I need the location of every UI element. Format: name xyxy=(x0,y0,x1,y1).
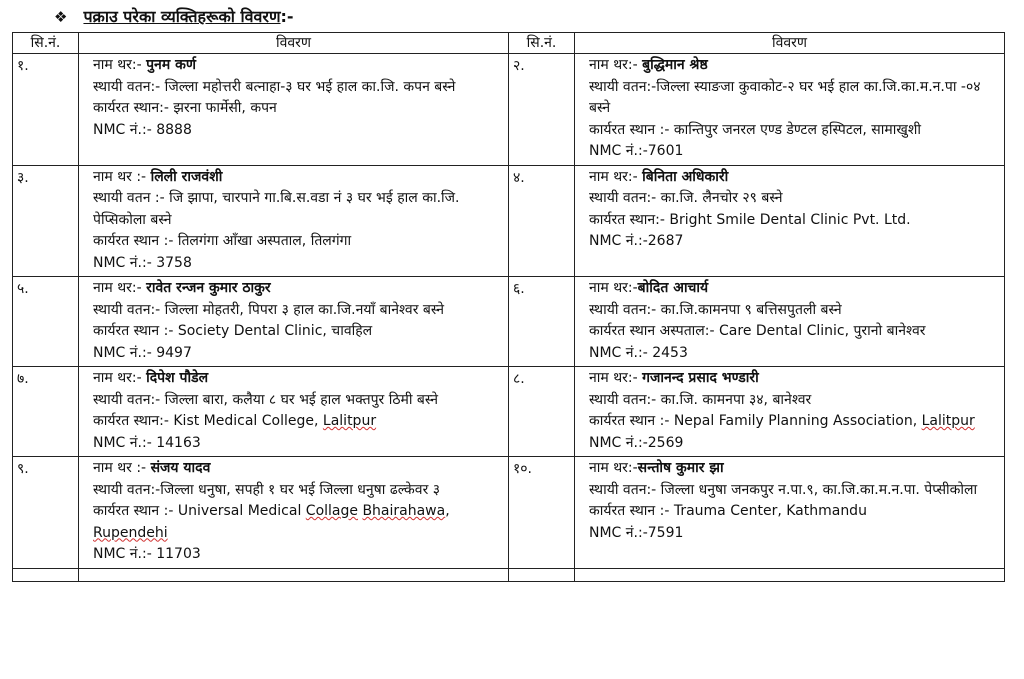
name-line xyxy=(93,368,502,390)
name-label: नाम थर:- xyxy=(589,370,643,386)
person-name: गजानन्द प्रसाद भण्डारी xyxy=(642,370,759,386)
name-line xyxy=(93,278,502,300)
header-serial-left: सि.नं. xyxy=(13,33,79,54)
name-label: नाम थर:- xyxy=(93,57,147,73)
person-name: संजय यादव xyxy=(150,460,211,476)
permanent-address: स्थायी वतन:- जिल्ला धनुषा जनकपुर न.पा.९, का.जि.का.म.न.पा. पेप्सीकोला xyxy=(589,481,978,498)
workplace: कार्यरत स्थान:- Bright Smile Dental Clinic Pvt. Ltd. xyxy=(589,211,911,228)
name-label: नाम थर:- xyxy=(93,370,147,386)
person-details xyxy=(575,54,1005,166)
nmc-number: NMC नं.:-7601 xyxy=(589,143,684,159)
header-serial-right: सि.नं. xyxy=(509,33,575,54)
table-row xyxy=(13,367,1005,457)
table-row xyxy=(13,54,1005,166)
person-details xyxy=(79,165,509,277)
workplace: कार्यरत स्थान:- Kist Medical College, Lalitpur xyxy=(93,413,377,429)
person-details xyxy=(79,367,509,457)
serial-number: ३. xyxy=(13,165,79,277)
person-name: बुद्धिमान श्रेष्ठ xyxy=(642,57,708,73)
table-row xyxy=(13,165,1005,277)
person-details xyxy=(79,54,509,166)
permanent-address: स्थायी वतन:- जिल्ला मोहतरी, पिपरा ३ हाल का.जि.नयाँ बानेश्वर बस्ने xyxy=(93,301,444,318)
table-header-row xyxy=(13,33,1005,54)
nmc-number: NMC नं.:- 9497 xyxy=(93,344,192,361)
person-details-cutoff xyxy=(575,568,1005,581)
name-label: नाम थर:- xyxy=(589,280,638,296)
serial-number-cutoff xyxy=(509,568,575,581)
name-label: नाम थर:- xyxy=(589,57,643,73)
person-details xyxy=(575,165,1005,277)
arrested-persons-table xyxy=(12,32,1005,582)
name-line xyxy=(589,55,998,77)
nmc-number: NMC नं.:- 8888 xyxy=(93,121,192,138)
permanent-address: स्थायी वतन:-जिल्ला धनुषा, सपही १ घर भई जिल्ला धनुषा ढल्केवर ३ xyxy=(93,481,441,498)
name-label: नाम थर:- xyxy=(93,280,147,296)
name-line xyxy=(93,167,502,189)
permanent-address: स्थायी वतन:-जिल्ला स्याङजा कुवाकोट-२ घर भई हाल का.जि.का.म.न.पा -०४ बस्ने xyxy=(589,78,981,116)
serial-number: ४. xyxy=(509,165,575,277)
person-name: पुनम कर्ण xyxy=(146,57,196,73)
person-name: बोदित आचार्य xyxy=(637,280,709,296)
workplace: कार्यरत स्थान :- Trauma Center, Kathmandu xyxy=(589,503,867,519)
heading-suffix: :- xyxy=(280,7,294,26)
section-heading xyxy=(54,5,294,27)
name-line xyxy=(589,458,998,480)
permanent-address: स्थायी वतन:- का.जि. लैनचोर २९ बस्ने xyxy=(589,190,783,206)
permanent-address: स्थायी वतन:- जिल्ला महोत्तरी बत्नाहा-३ घर भई हाल का.जि. कपन बस्ने xyxy=(93,78,456,95)
serial-number: ६. xyxy=(509,277,575,367)
serial-number: ९. xyxy=(13,457,79,569)
diamond-bullet-icon: ❖ xyxy=(54,8,68,26)
workplace: कार्यरत स्थान :- Universal Medical Collage Bhairahawa, Rupendehi xyxy=(93,503,450,541)
serial-number: ८. xyxy=(509,367,575,457)
person-details xyxy=(79,457,509,569)
table-row-cutoff xyxy=(13,568,1005,581)
name-line xyxy=(589,278,998,300)
serial-number: १. xyxy=(13,54,79,166)
permanent-address: स्थायी वतन :- जि झापा, चारपाने गा.बि.स.वडा नं ३ घर भई हाल का.जि. पेप्सिकोला बस्ने xyxy=(93,190,460,228)
nmc-number: NMC नं.:- 3758 xyxy=(93,254,192,271)
serial-number-cutoff xyxy=(13,568,79,581)
workplace: कार्यरत स्थान :- कान्तिपुर जनरल एण्ड डेण्टल हस्पिटल, सामाखुशी xyxy=(589,121,921,138)
workplace: कार्यरत स्थान :- Nepal Family Planning Association, Lalitpur xyxy=(589,413,975,429)
table-row xyxy=(13,277,1005,367)
nmc-number: NMC नं.:-2569 xyxy=(589,434,684,451)
person-details xyxy=(575,277,1005,367)
person-name: लिली राजवंशी xyxy=(150,168,223,185)
table-row xyxy=(13,457,1005,569)
name-line xyxy=(93,458,502,480)
permanent-address: स्थायी वतन:- का.जि.कामनपा ९ बत्तिसपुतली बस्ने xyxy=(589,301,842,318)
workplace: कार्यरत स्थान :- Society Dental Clinic, चावहिल xyxy=(93,323,373,339)
header-details-left: विवरण xyxy=(79,33,509,54)
nmc-number: NMC नं.:- 14163 xyxy=(93,434,201,451)
serial-number: ५. xyxy=(13,277,79,367)
heading-title: पक्राउ परेका व्यक्तिहरूको विवरण xyxy=(83,7,281,26)
workplace: कार्यरत स्थान :- तिलगंगा आँखा अस्पताल, तिलगंगा xyxy=(93,233,352,249)
name-line xyxy=(93,55,502,77)
serial-number: ७. xyxy=(13,367,79,457)
serial-number: २. xyxy=(509,54,575,166)
person-name: बिनिता अधिकारी xyxy=(642,168,729,185)
person-details xyxy=(575,457,1005,569)
name-label: नाम थर :- xyxy=(93,168,151,185)
header-details-right: विवरण xyxy=(575,33,1005,54)
nmc-number: NMC नं.:-2687 xyxy=(589,233,684,249)
serial-number: १०. xyxy=(509,457,575,569)
name-label: नाम थर:- xyxy=(589,460,638,476)
nmc-number: NMC नं.:-7591 xyxy=(589,524,684,541)
person-name: दिपेश पौडेल xyxy=(146,370,209,386)
name-label: नाम थर:- xyxy=(589,168,643,185)
person-details-cutoff xyxy=(79,568,509,581)
workplace: कार्यरत स्थान:- झरना फार्मेसी, कपन xyxy=(93,100,277,116)
permanent-address: स्थायी वतन:- का.जि. कामनपा ३४, बानेश्वर xyxy=(589,391,812,408)
name-label: नाम थर :- xyxy=(93,460,151,476)
nmc-number: NMC नं.:- 2453 xyxy=(589,344,688,361)
person-name: रावेत रन्जन कुमार ठाकुर xyxy=(146,280,271,296)
nmc-number: NMC नं.:- 11703 xyxy=(93,546,201,562)
person-details xyxy=(79,277,509,367)
name-line xyxy=(589,167,998,189)
person-name: सन्तोष कुमार झा xyxy=(637,460,724,476)
permanent-address: स्थायी वतन:- जिल्ला बारा, कलैया ८ घर भई हाल भक्तपुर ठिमी बस्ने xyxy=(93,391,439,408)
name-line xyxy=(589,368,998,390)
person-details xyxy=(575,367,1005,457)
workplace: कार्यरत स्थान अस्पताल:- Care Dental Clinic, पुरानो बानेश्वर xyxy=(589,323,926,339)
